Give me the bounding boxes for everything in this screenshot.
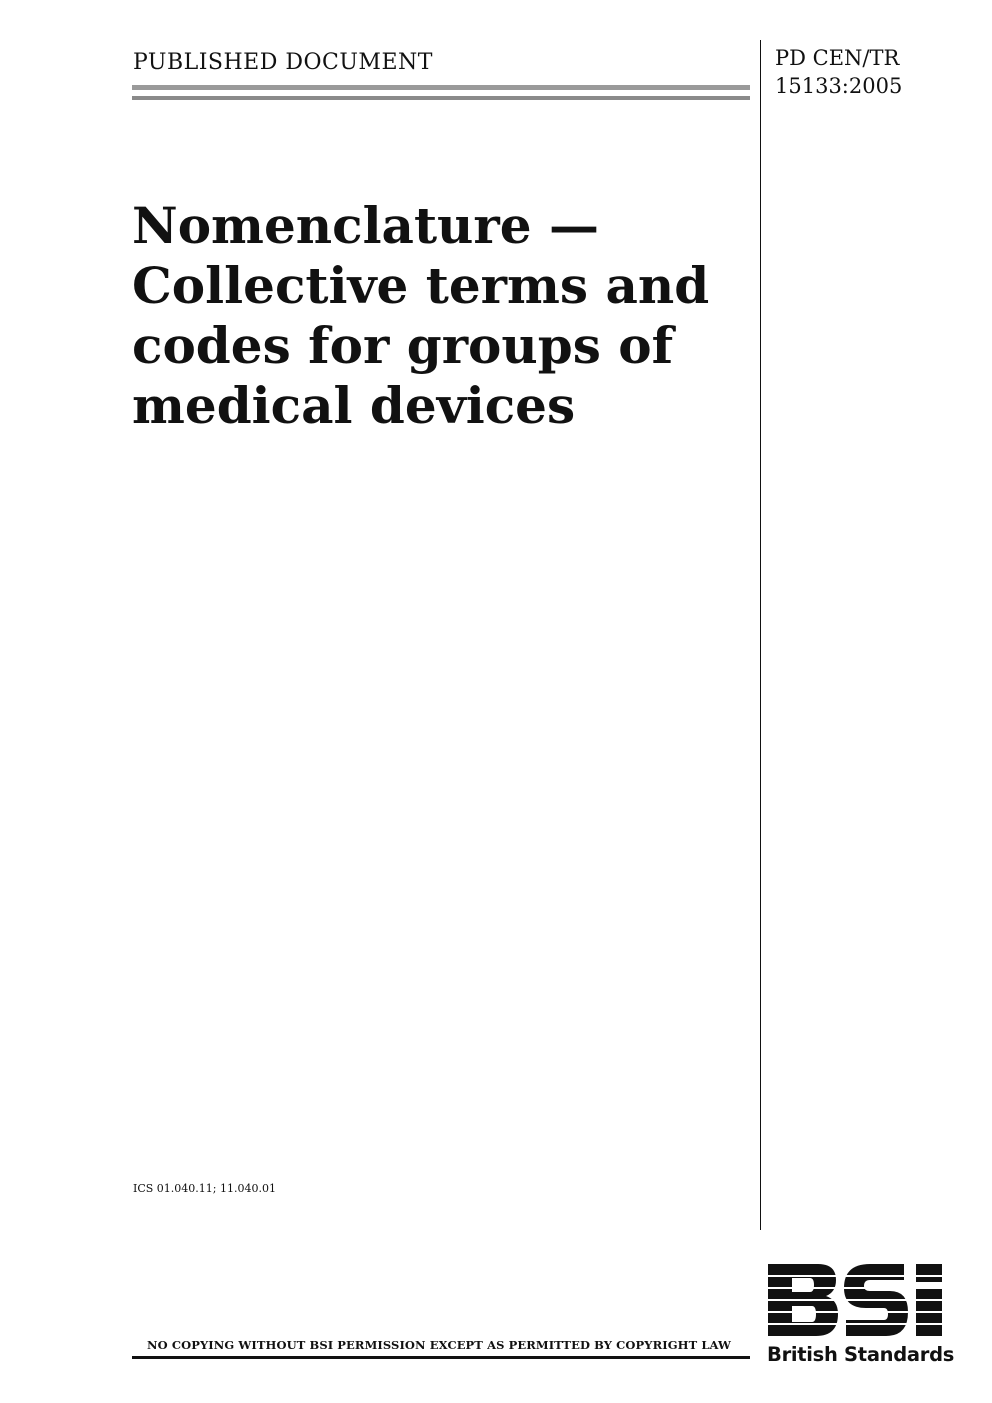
header-rule-thin <box>132 96 750 100</box>
vertical-divider <box>760 40 761 1230</box>
document-number-line-2: 15133:2005 <box>775 74 903 98</box>
header-label: PUBLISHED DOCUMENT <box>133 50 433 75</box>
document-number-line-1: PD CEN/TR <box>775 46 900 70</box>
bsi-logo-mark-icon <box>766 1262 946 1340</box>
title-line-1: Nomenclature — <box>132 196 599 255</box>
copyright-notice: NO COPYING WITHOUT BSI PERMISSION EXCEPT AS PERMITTED BY COPYRIGHT LAW <box>147 1338 732 1352</box>
bsi-logo-subtitle: British Standards <box>767 1343 955 1366</box>
document-title <box>132 196 742 436</box>
title-line-4: medical devices <box>132 376 576 435</box>
title-line-3: codes for groups of <box>132 316 674 375</box>
ics-code: ICS 01.040.11; 11.040.01 <box>133 1182 276 1195</box>
title-line-2: Collective terms and <box>132 256 710 315</box>
header-rule-thick <box>132 85 750 90</box>
document-number <box>775 44 902 100</box>
footer-rule <box>132 1356 750 1359</box>
